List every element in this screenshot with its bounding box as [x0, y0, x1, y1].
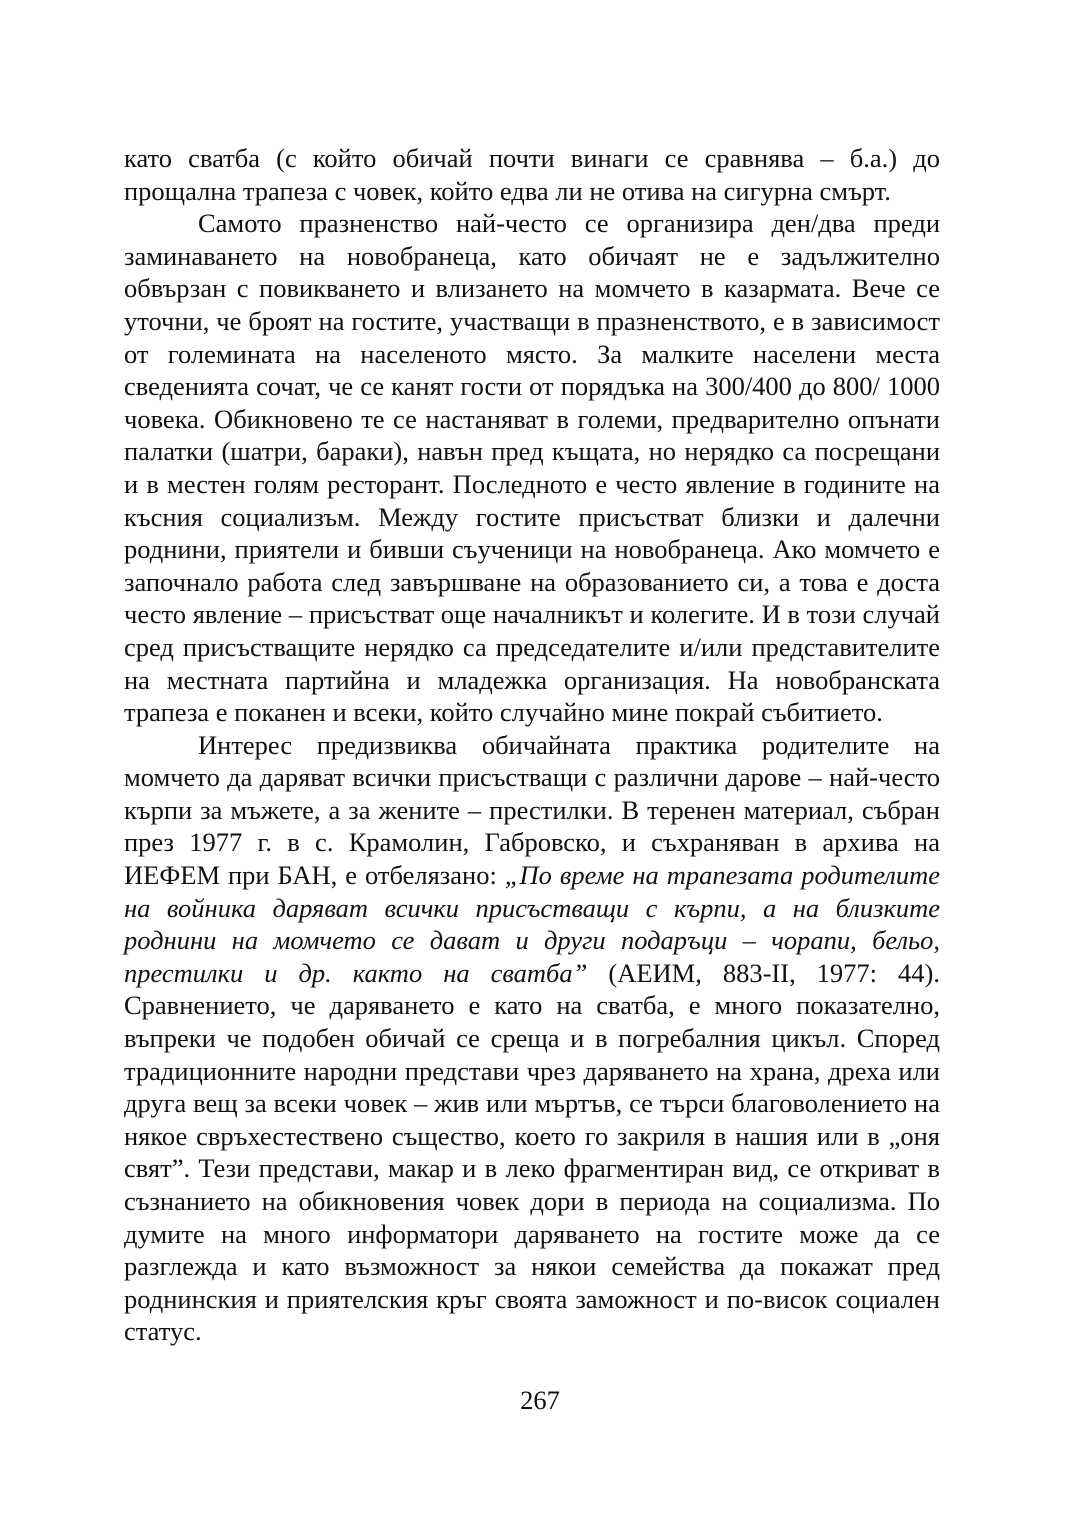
paragraph-3-continuation: (АЕИМ, 883-II, 1977: 44). Сравнението, че даряването е като на сватба, е много показателно, въпреки че подобен обичай се среща и в погребалния цикъл. Според традиционните народни представи чрез даряването на храна, дреха или друга вещ за всеки човек – жив или мъртъв, се търси благоволението на някое свръхестествено същество, което го закриля в нашия или в „оня свят”. Тези представи, макар и в леко фрагментиран вид, се откриват в съзнанието на обикновения човек дори в периода на социализма. По думите на много информатори даряването на гостите може да се разглежда и като възможност за някои семейства да покажат пред роднинския и приятелския кръг своята заможност и по-висок социален статус.	[124, 957, 940, 1347]
paragraph-1: като сватба (с който обичай почти винаги се сравнява – б.а.) до прощална трапеза с човек, който едва ли не отива на сигурна смърт.	[124, 143, 940, 206]
paragraph-3	[124, 729, 940, 1348]
field-note-quote: „По време на трапезата родителите на войника даряват всички присъстващи с кърпи, а на близките роднини на момчето се дават и други подаръци – чорапи, бельо, престилки и др. както на сватба”	[124, 860, 940, 988]
paragraph-2: Самото празненство най-често се организира ден/два преди заминаването на новобранеца, като обичаят не е задължително обвързан с повикването и влизането на момчето в казармата. Вече се уточни, че броят на гостите, участващи в празненството, е в зависимост от големината на населеното място. За малките населени места сведенията сочат, че се канят гости от порядъка на 300/400 до 800/ 1000 човека. Обикновено те се настаняват в големи, предварително опънати палатки (шатри, бараки), навън пред къщата, но нерядко са посрещани и в местен голям ресторант. Последното е често явление в годините на късния социализъм. Между гостите присъстват близки и далечни роднини, приятели и бивши съученици на новобранеца. Ако момчето е започнало работа след завършване на образованието си, а това е доста често явление – присъстват още началникът и колегите. И в този случай сред присъстващите нерядко са председателите и/или представителите на местната партийна и младежка организация. На новобранската трапеза е поканен и всеки, който случайно мине покрай събитието.	[124, 208, 940, 728]
body-text	[124, 142, 940, 1348]
page-number: 267	[520, 1385, 560, 1415]
paragraph-3-intro: Интерес предизвиква обичайната практика родителите на момчето да даряват всички присъстващи с различни дарове – най-често кърпи за мъжете, а за жените – престилки. В теренен материал, събран през 1977 г. в с. Крамолин, Габровско, и съхраняван в архива на ИЕФЕМ при БАН, е отбелязано:	[124, 729, 940, 891]
